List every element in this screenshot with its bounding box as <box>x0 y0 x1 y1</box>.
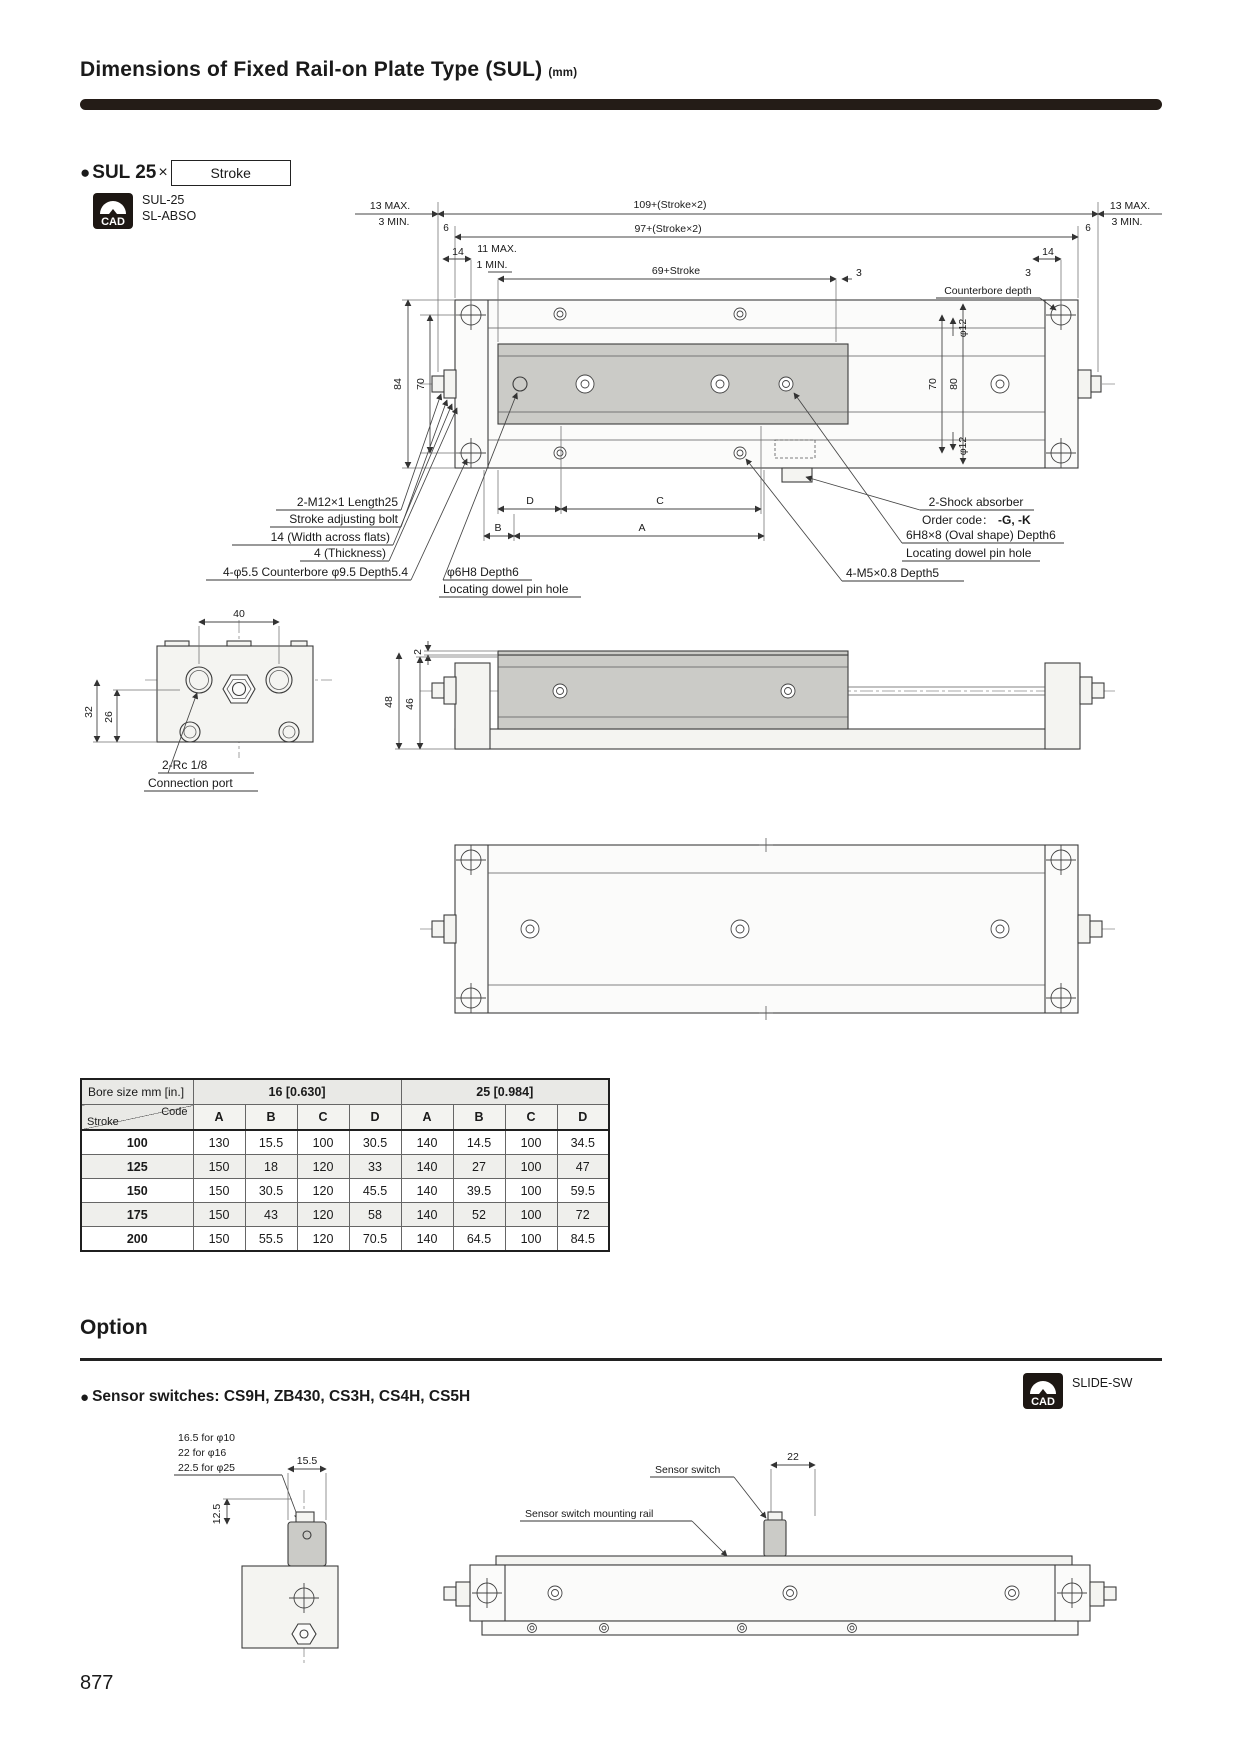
svg-text:Stroke adjusting bolt: Stroke adjusting bolt <box>289 512 398 526</box>
slide-sw-block <box>1022 1372 1132 1410</box>
svg-text:12.5: 12.5 <box>211 1503 223 1525</box>
table-row: 100 130 15.5 100 30.5 140 14.5 100 34.5 <box>81 1130 609 1155</box>
svg-text:4-φ5.5 Counterbore φ9.5 Depth: 4-φ5.5 Counterbore φ9.5 Depth5.4 <box>222 565 408 579</box>
svg-text:70: 70 <box>927 378 939 390</box>
col-header: A <box>401 1105 453 1131</box>
svg-text:4-M5×0.8 Depth5: 4-M5×0.8 Depth5 <box>846 566 940 580</box>
svg-text:15.5: 15.5 <box>296 1455 318 1467</box>
sensor-side-view <box>444 1451 1116 1635</box>
table-row: 200 150 55.5 120 70.5 140 64.5 100 84.5 <box>81 1227 609 1252</box>
svg-text:22 for φ16: 22 for φ16 <box>178 1447 227 1459</box>
svg-text:80: 80 <box>948 378 960 390</box>
table-row: 150 150 30.5 120 45.5 140 39.5 100 59.5 <box>81 1179 609 1203</box>
svg-text:D: D <box>526 495 534 507</box>
svg-text:2-M12×1 Length25: 2-M12×1 Length25 <box>296 495 398 509</box>
stroke-code-diagonal-cell <box>81 1105 193 1131</box>
svg-text:40: 40 <box>233 608 245 620</box>
svg-text:Counterbore depth: Counterbore depth <box>944 285 1032 297</box>
svg-text:6: 6 <box>1085 223 1091 234</box>
svg-text:2-Shock absorber: 2-Shock absorber <box>928 495 1024 509</box>
svg-text:14: 14 <box>452 246 464 258</box>
stroke-value: 125 <box>81 1155 193 1179</box>
col-header: C <box>505 1105 557 1131</box>
stroke-value: 100 <box>81 1130 193 1155</box>
svg-text:-G, -K: -G, -K <box>998 513 1031 527</box>
svg-text:22: 22 <box>787 1451 799 1463</box>
sensor-end-view <box>174 1432 338 1664</box>
sensor-heading-text: Sensor switches: CS9H, ZB430, CS3H, CS4H, CS5H <box>92 1388 471 1405</box>
svg-text:16.5 for φ10: 16.5 for φ10 <box>178 1432 236 1444</box>
product-name: SUL 25 <box>92 162 157 183</box>
svg-text:6: 6 <box>443 223 449 234</box>
dimension-table <box>80 1078 610 1252</box>
svg-text:69+Stroke: 69+Stroke <box>651 265 701 277</box>
bore-16-header: 16 [0.630] <box>193 1079 401 1105</box>
col-header: A <box>193 1105 245 1131</box>
svg-text:109+(Stroke×2): 109+(Stroke×2) <box>633 199 707 211</box>
svg-text:70: 70 <box>415 378 427 390</box>
col-header: B <box>245 1105 297 1131</box>
svg-text:Order code：: Order code： <box>922 513 995 527</box>
front-view <box>83 608 332 791</box>
svg-text:2-Rc 1/8: 2-Rc 1/8 <box>162 758 208 772</box>
product-heading <box>80 160 291 186</box>
page-title-text: Dimensions of Fixed Rail-on Plate Type (SUL) <box>80 58 543 81</box>
code-label: Code <box>161 1106 188 1118</box>
unit-label: (mm) <box>548 67 578 79</box>
col-header: D <box>349 1105 401 1131</box>
stroke-placeholder-box: Stroke <box>171 160 291 186</box>
table-row: 125 150 18 120 33 140 27 100 47 <box>81 1155 609 1179</box>
svg-text:32: 32 <box>83 706 95 718</box>
svg-text:48: 48 <box>383 696 395 708</box>
svg-text:26: 26 <box>103 711 115 723</box>
svg-text:14 (Width across flats): 14 (Width across flats) <box>270 530 390 544</box>
cad-block <box>92 192 196 230</box>
svg-text:C: C <box>656 495 664 507</box>
cad-icon <box>1022 1372 1064 1410</box>
plan-view <box>420 300 1115 482</box>
bore-size-header: Bore size mm [in.] <box>81 1079 193 1105</box>
col-header: D <box>557 1105 609 1131</box>
bullet-icon: ● <box>80 1388 90 1406</box>
svg-text:Sensor switch mounting rail: Sensor switch mounting rail <box>525 1508 654 1520</box>
svg-text:3 MIN.: 3 MIN. <box>378 216 410 228</box>
svg-text:φ12: φ12 <box>957 318 969 338</box>
svg-text:Sensor switch: Sensor switch <box>655 1464 721 1476</box>
svg-text:A: A <box>638 522 646 534</box>
svg-text:13 MAX.: 13 MAX. <box>1109 200 1151 212</box>
stroke-value: 175 <box>81 1203 193 1227</box>
svg-text:φ12: φ12 <box>957 436 969 456</box>
code-header-row <box>81 1105 609 1131</box>
svg-text:3: 3 <box>1025 267 1031 279</box>
svg-text:97+(Stroke×2): 97+(Stroke×2) <box>634 223 702 235</box>
stroke-value: 150 <box>81 1179 193 1203</box>
svg-text:11 MAX.: 11 MAX. <box>477 243 517 255</box>
page-title <box>80 58 577 82</box>
svg-text:13 MAX.: 13 MAX. <box>369 200 411 212</box>
bore-header-row <box>81 1079 609 1105</box>
svg-text:4 (Thickness): 4 (Thickness) <box>313 546 386 560</box>
option-divider <box>80 1358 1162 1361</box>
svg-text:14: 14 <box>1042 246 1054 258</box>
bottom-view <box>420 838 1115 1020</box>
svg-text:46: 46 <box>404 698 416 710</box>
svg-text:3 MIN.: 3 MIN. <box>1111 216 1143 228</box>
svg-text:CAD: CAD <box>101 216 125 228</box>
model-code-1: SUL-25 <box>142 193 185 207</box>
svg-text:CAD: CAD <box>1031 1396 1055 1408</box>
slide-sw-label: SLIDE-SW <box>1072 1376 1133 1390</box>
svg-text:Connection port: Connection port <box>148 776 233 790</box>
cad-icon <box>92 192 134 230</box>
svg-text:22.5 for φ25: 22.5 for φ25 <box>178 1462 236 1474</box>
svg-text:1 MIN.: 1 MIN. <box>476 259 508 271</box>
svg-text:φ6H8 Depth6: φ6H8 Depth6 <box>447 565 519 579</box>
svg-text:2: 2 <box>412 649 424 655</box>
title-divider-bar <box>80 99 1162 110</box>
sensor-switches-heading <box>80 1388 470 1406</box>
col-header: B <box>453 1105 505 1131</box>
svg-text:Locating dowel pin hole: Locating dowel pin hole <box>906 546 1032 560</box>
svg-text:Locating dowel pin hole: Locating dowel pin hole <box>443 582 569 596</box>
svg-text:6H8×8 (Oval shape) Depth6: 6H8×8 (Oval shape) Depth6 <box>906 528 1056 542</box>
model-code-2: SL-ABSO <box>142 209 197 223</box>
svg-text:B: B <box>494 522 502 534</box>
page-number: 877 <box>80 1672 114 1694</box>
col-header: C <box>297 1105 349 1131</box>
bullet-icon: ● <box>80 163 91 182</box>
dimension-drawings <box>70 195 1180 1025</box>
side-view <box>383 641 1115 749</box>
svg-text:3: 3 <box>856 267 862 279</box>
sensor-option-drawings <box>80 1420 1180 1670</box>
svg-text:84: 84 <box>392 378 404 390</box>
multiply-sign: × <box>158 164 168 181</box>
stroke-value: 200 <box>81 1227 193 1252</box>
stroke-label: Stroke <box>87 1116 119 1128</box>
table-row: 175 150 43 120 58 140 52 100 72 <box>81 1203 609 1227</box>
bore-25-header: 25 [0.984] <box>401 1079 609 1105</box>
model-codes <box>142 192 196 224</box>
option-heading: Option <box>80 1316 148 1339</box>
